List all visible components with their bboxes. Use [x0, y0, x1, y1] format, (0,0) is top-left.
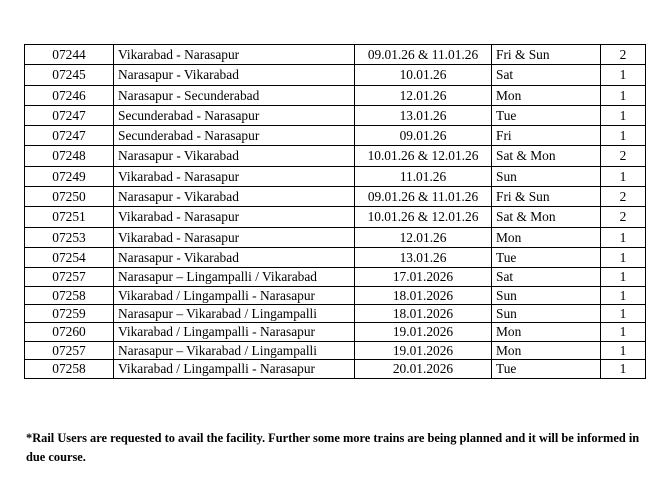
- date-cell: 19.01.2026: [355, 341, 492, 359]
- date-cell: 12.01.26: [355, 227, 492, 247]
- table-row: [25, 360, 646, 378]
- table-row: [25, 247, 646, 267]
- trips-cell: 1: [601, 105, 646, 125]
- trips-cell: 2: [601, 207, 646, 227]
- trips-cell: 1: [601, 65, 646, 85]
- day-cell: Mon: [492, 85, 601, 105]
- table-row: [25, 85, 646, 105]
- date-cell: 10.01.26 & 12.01.26: [355, 146, 492, 166]
- train-number-cell: 07257: [25, 268, 114, 286]
- day-cell: Mon: [492, 227, 601, 247]
- table-row: [25, 45, 646, 65]
- route-cell: Narasapur - Secunderabad: [114, 85, 355, 105]
- train-number-cell: 07247: [25, 126, 114, 146]
- trips-cell: 1: [601, 286, 646, 304]
- train-number-cell: 07258: [25, 286, 114, 304]
- date-cell: 18.01.2026: [355, 286, 492, 304]
- day-cell: Sun: [492, 166, 601, 186]
- route-cell: Narasapur – Vikarabad / Lingampalli: [114, 341, 355, 359]
- date-cell: 18.01.2026: [355, 305, 492, 323]
- route-cell: Narasapur - Vikarabad: [114, 146, 355, 166]
- date-cell: 20.01.2026: [355, 360, 492, 378]
- day-cell: Sun: [492, 305, 601, 323]
- date-cell: 13.01.26: [355, 247, 492, 267]
- trips-cell: 1: [601, 126, 646, 146]
- train-number-cell: 07257: [25, 341, 114, 359]
- date-cell: 09.01.26 & 11.01.26: [355, 187, 492, 207]
- day-cell: Mon: [492, 341, 601, 359]
- date-cell: 10.01.26 & 12.01.26: [355, 207, 492, 227]
- date-cell: 13.01.26: [355, 105, 492, 125]
- table-row: [25, 105, 646, 125]
- trips-cell: 1: [601, 247, 646, 267]
- day-cell: Fri: [492, 126, 601, 146]
- table-row: [25, 187, 646, 207]
- date-cell: 19.01.2026: [355, 323, 492, 341]
- table-row: [25, 126, 646, 146]
- table-row: [25, 341, 646, 359]
- trips-cell: 1: [601, 227, 646, 247]
- footnote-text: *Rail Users are requested to avail the facility. Further some more trains are being planned and it will be informed in due course.: [26, 431, 640, 464]
- date-cell: 11.01.26: [355, 166, 492, 186]
- day-cell: Mon: [492, 323, 601, 341]
- train-number-cell: 07249: [25, 166, 114, 186]
- route-cell: Vikarabad / Lingampalli - Narasapur: [114, 360, 355, 378]
- route-cell: Vikarabad - Narasapur: [114, 166, 355, 186]
- day-cell: Fri & Sun: [492, 187, 601, 207]
- day-cell: Sat & Mon: [492, 207, 601, 227]
- trips-cell: 1: [601, 341, 646, 359]
- date-cell: 10.01.26: [355, 65, 492, 85]
- table-row: [25, 227, 646, 247]
- route-cell: Narasapur - Vikarabad: [114, 65, 355, 85]
- trips-cell: 1: [601, 166, 646, 186]
- train-number-cell: 07244: [25, 45, 114, 65]
- trips-cell: 2: [601, 45, 646, 65]
- route-cell: Vikarabad / Lingampalli - Narasapur: [114, 286, 355, 304]
- train-schedule-body: [25, 45, 646, 379]
- train-number-cell: 07258: [25, 360, 114, 378]
- table-row: [25, 305, 646, 323]
- table-row: [25, 286, 646, 304]
- route-cell: Narasapur – Vikarabad / Lingampalli: [114, 305, 355, 323]
- day-cell: Tue: [492, 360, 601, 378]
- trips-cell: 1: [601, 85, 646, 105]
- route-cell: Narasapur – Lingampalli / Vikarabad: [114, 268, 355, 286]
- table-row: [25, 65, 646, 85]
- trips-cell: 2: [601, 187, 646, 207]
- trips-cell: 1: [601, 360, 646, 378]
- date-cell: 09.01.26: [355, 126, 492, 146]
- date-cell: 09.01.26 & 11.01.26: [355, 45, 492, 65]
- route-cell: Vikarabad / Lingampalli - Narasapur: [114, 323, 355, 341]
- table-row: [25, 146, 646, 166]
- trips-cell: 1: [601, 305, 646, 323]
- day-cell: Tue: [492, 105, 601, 125]
- train-number-cell: 07247: [25, 105, 114, 125]
- day-cell: Sat: [492, 65, 601, 85]
- route-cell: Secunderabad - Narasapur: [114, 126, 355, 146]
- train-number-cell: 07248: [25, 146, 114, 166]
- route-cell: Vikarabad - Narasapur: [114, 45, 355, 65]
- table-row: [25, 207, 646, 227]
- date-cell: 12.01.26: [355, 85, 492, 105]
- train-number-cell: 07245: [25, 65, 114, 85]
- train-number-cell: 07260: [25, 323, 114, 341]
- route-cell: Secunderabad - Narasapur: [114, 105, 355, 125]
- train-number-cell: 07246: [25, 85, 114, 105]
- day-cell: Tue: [492, 247, 601, 267]
- table-row: [25, 166, 646, 186]
- train-number-cell: 07253: [25, 227, 114, 247]
- route-cell: Vikarabad - Narasapur: [114, 207, 355, 227]
- train-number-cell: 07254: [25, 247, 114, 267]
- route-cell: Vikarabad - Narasapur: [114, 227, 355, 247]
- date-cell: 17.01.2026: [355, 268, 492, 286]
- day-cell: Fri & Sun: [492, 45, 601, 65]
- train-number-cell: 07259: [25, 305, 114, 323]
- day-cell: Sat: [492, 268, 601, 286]
- trips-cell: 1: [601, 323, 646, 341]
- day-cell: Sat & Mon: [492, 146, 601, 166]
- table-row: [25, 268, 646, 286]
- route-cell: Narasapur - Vikarabad: [114, 187, 355, 207]
- day-cell: Sun: [492, 286, 601, 304]
- route-cell: Narasapur - Vikarabad: [114, 247, 355, 267]
- train-schedule-table: [24, 44, 646, 379]
- trips-cell: 1: [601, 268, 646, 286]
- table-row: [25, 323, 646, 341]
- trips-cell: 2: [601, 146, 646, 166]
- train-number-cell: 07250: [25, 187, 114, 207]
- train-number-cell: 07251: [25, 207, 114, 227]
